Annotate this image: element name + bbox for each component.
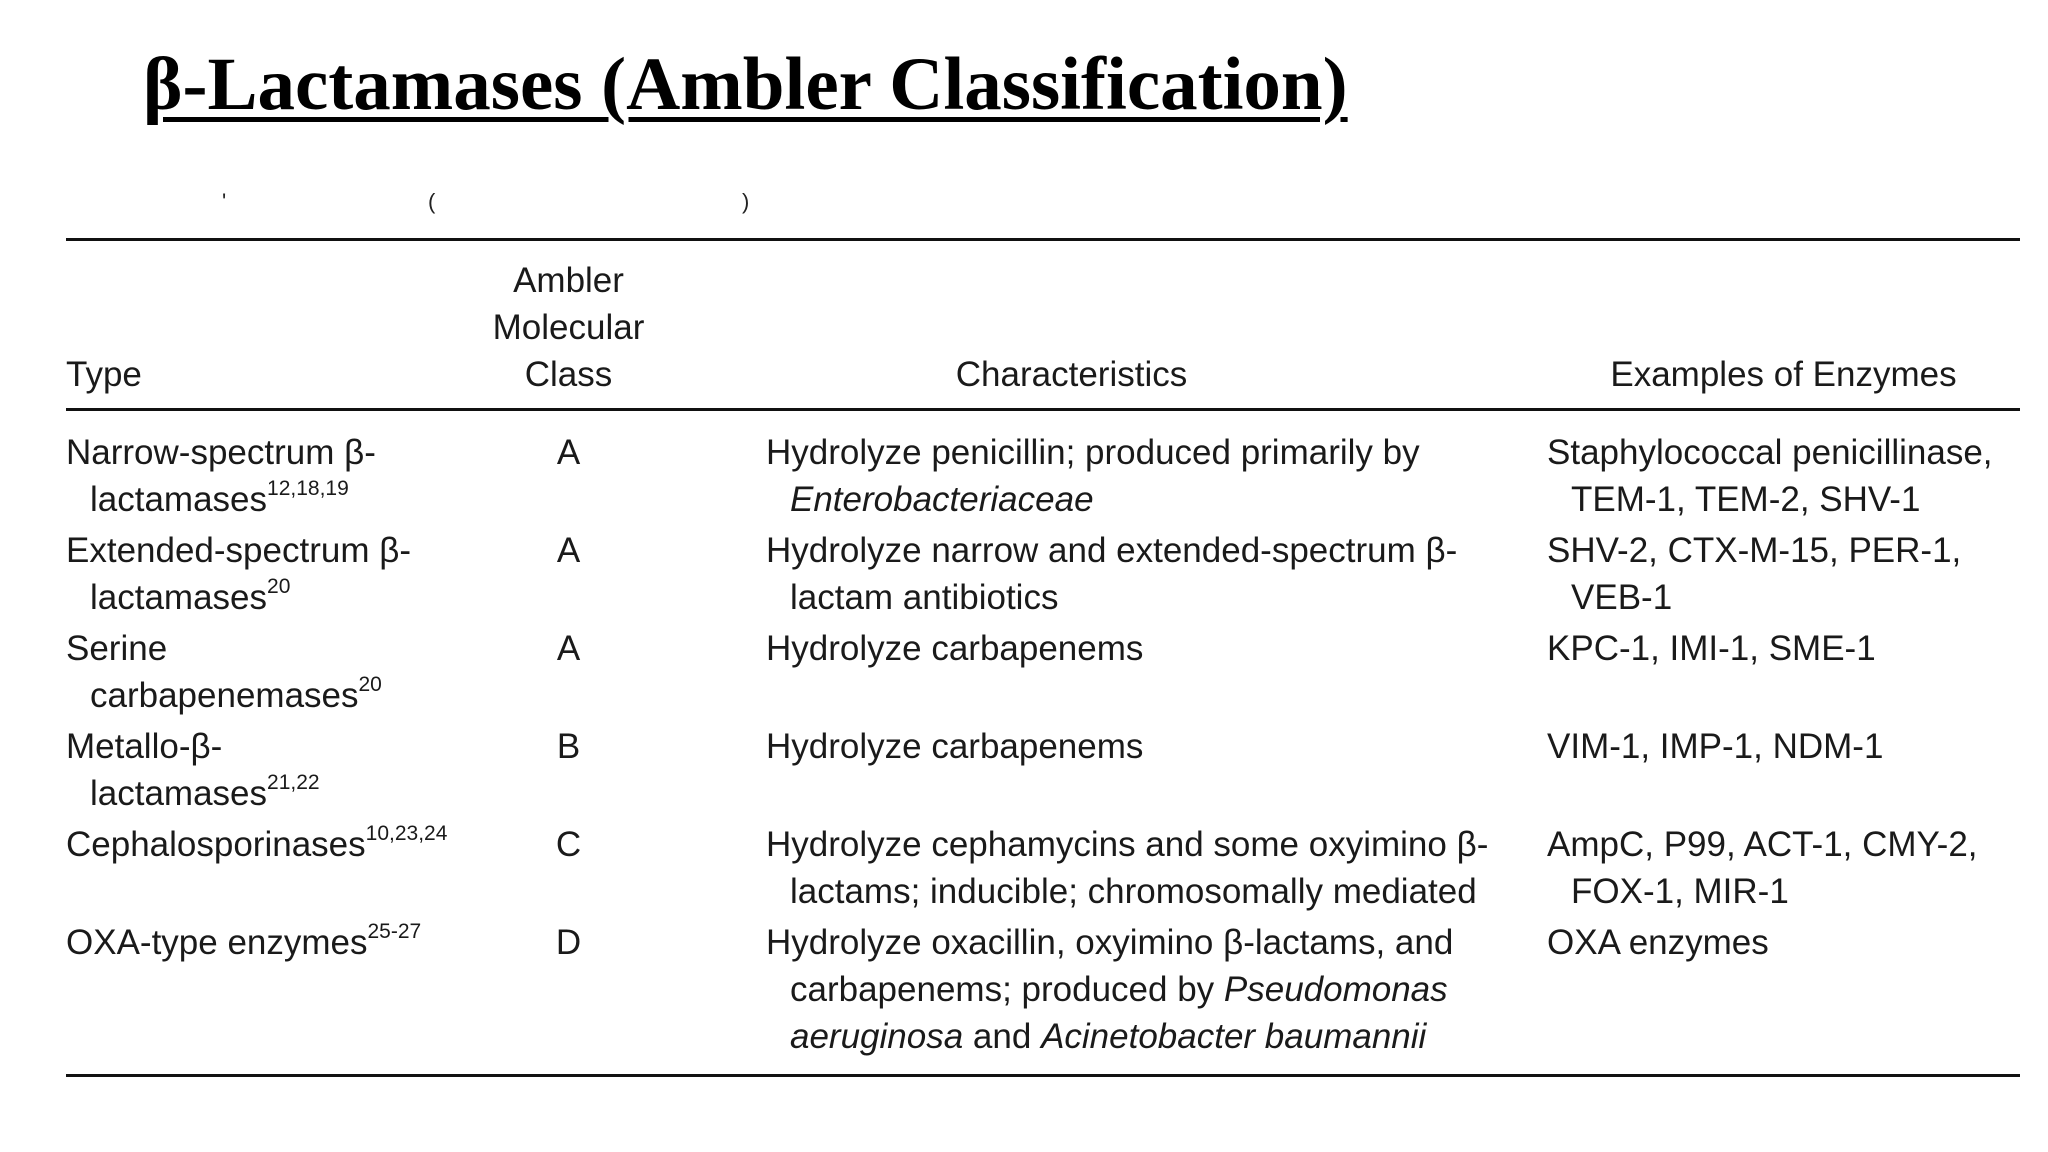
reference-superscript: 20: [267, 575, 291, 598]
header-class-line1: Ambler Molecular: [492, 261, 645, 347]
row-examples: Staphylococcal penicillinase, TEM-1, TEM-2, SHV-1: [1547, 433, 1993, 519]
reference-superscript: 25-27: [367, 920, 422, 943]
table-row: [66, 817, 2020, 915]
row-characteristics: Hydrolyze carbapenems: [766, 629, 1144, 668]
table-row: [66, 915, 2020, 1076]
header-examples: Examples of Enzymes: [1547, 241, 2020, 410]
characteristics-text: Hydrolyze penicillin; produced primarily by: [766, 433, 1420, 472]
reference-superscript: 21,22: [267, 771, 320, 794]
header-ambler-class: [451, 241, 766, 410]
beta-lactamase-table: [66, 189, 2020, 1056]
table-row: [66, 410, 2020, 524]
type-text: Serine carbapenemases: [66, 629, 359, 715]
row-examples: VIM-1, IMP-1, NDM-1: [1547, 727, 1884, 766]
row-class: C: [555, 825, 582, 864]
header-class-line2: Class: [524, 355, 613, 394]
row-type: [66, 625, 451, 719]
reference-superscript: 12,18,19: [267, 477, 349, 500]
row-class: A: [556, 531, 581, 570]
row-examples: OXA enzymes: [1547, 923, 1769, 962]
header-type: Type: [66, 241, 451, 410]
row-characteristics: Hydrolyze carbapenems: [766, 727, 1144, 766]
reference-superscript: 10,23,24: [365, 822, 448, 845]
type-text: Narrow-spectrum β-lactamases: [66, 433, 376, 519]
slide-title: β-Lactamases (Ambler Classification): [143, 43, 1348, 126]
row-class: A: [556, 629, 581, 668]
table: [66, 241, 2020, 1077]
caption-mark: (: [428, 189, 436, 214]
characteristics-text: and: [963, 1017, 1042, 1056]
table-row: [66, 523, 2020, 621]
caption-mark: ): [742, 189, 750, 214]
header-characteristics: Characteristics: [766, 241, 1547, 410]
row-type: [66, 429, 451, 523]
caption-mark: ': [222, 189, 227, 214]
row-characteristics: [766, 919, 1547, 1060]
row-examples: SHV-2, CTX-M-15, PER-1, VEB-1: [1547, 531, 1962, 617]
row-characteristics: Hydrolyze cephamycins and some oxyimino β-lactams; inducible; chromosomally mediated: [766, 825, 1489, 911]
type-text: Extended-spectrum β-lactamases: [66, 531, 411, 617]
row-examples: AmpC, P99, ACT-1, CMY-2, FOX-1, MIR-1: [1547, 825, 1978, 911]
cropped-caption-remnant: [66, 189, 2020, 217]
row-type: [66, 919, 451, 966]
row-characteristics: Hydrolyze narrow and extended-spectrum β-lactam antibiotics: [766, 531, 1458, 617]
type-text: Cephalosporinases: [66, 825, 366, 864]
type-text: OXA-type enzymes: [66, 923, 368, 962]
organism-name: Enterobacteriaceae: [790, 480, 1094, 519]
row-class: B: [556, 727, 581, 766]
row-examples: KPC-1, IMI-1, SME-1: [1547, 629, 1876, 668]
table-row: [66, 621, 2020, 719]
characteristics-text: Hydrolyze oxacillin, oxyimino β-lactams, and carbapenems; produced by: [766, 923, 1454, 1009]
organism-name: Acinetobacter baumannii: [1041, 1017, 1427, 1056]
row-characteristics: [766, 429, 1547, 523]
table-header-row: [66, 241, 2020, 410]
table-row: [66, 719, 2020, 817]
type-text: Metallo-β-lactamases: [66, 727, 268, 813]
organism-name: Pseudomonas aeruginosa: [790, 970, 1448, 1056]
row-class: A: [556, 433, 581, 472]
row-type: [66, 723, 451, 817]
row-type: [66, 821, 451, 868]
reference-superscript: 20: [358, 673, 382, 696]
row-type: [66, 527, 451, 621]
row-class: D: [451, 915, 766, 1076]
